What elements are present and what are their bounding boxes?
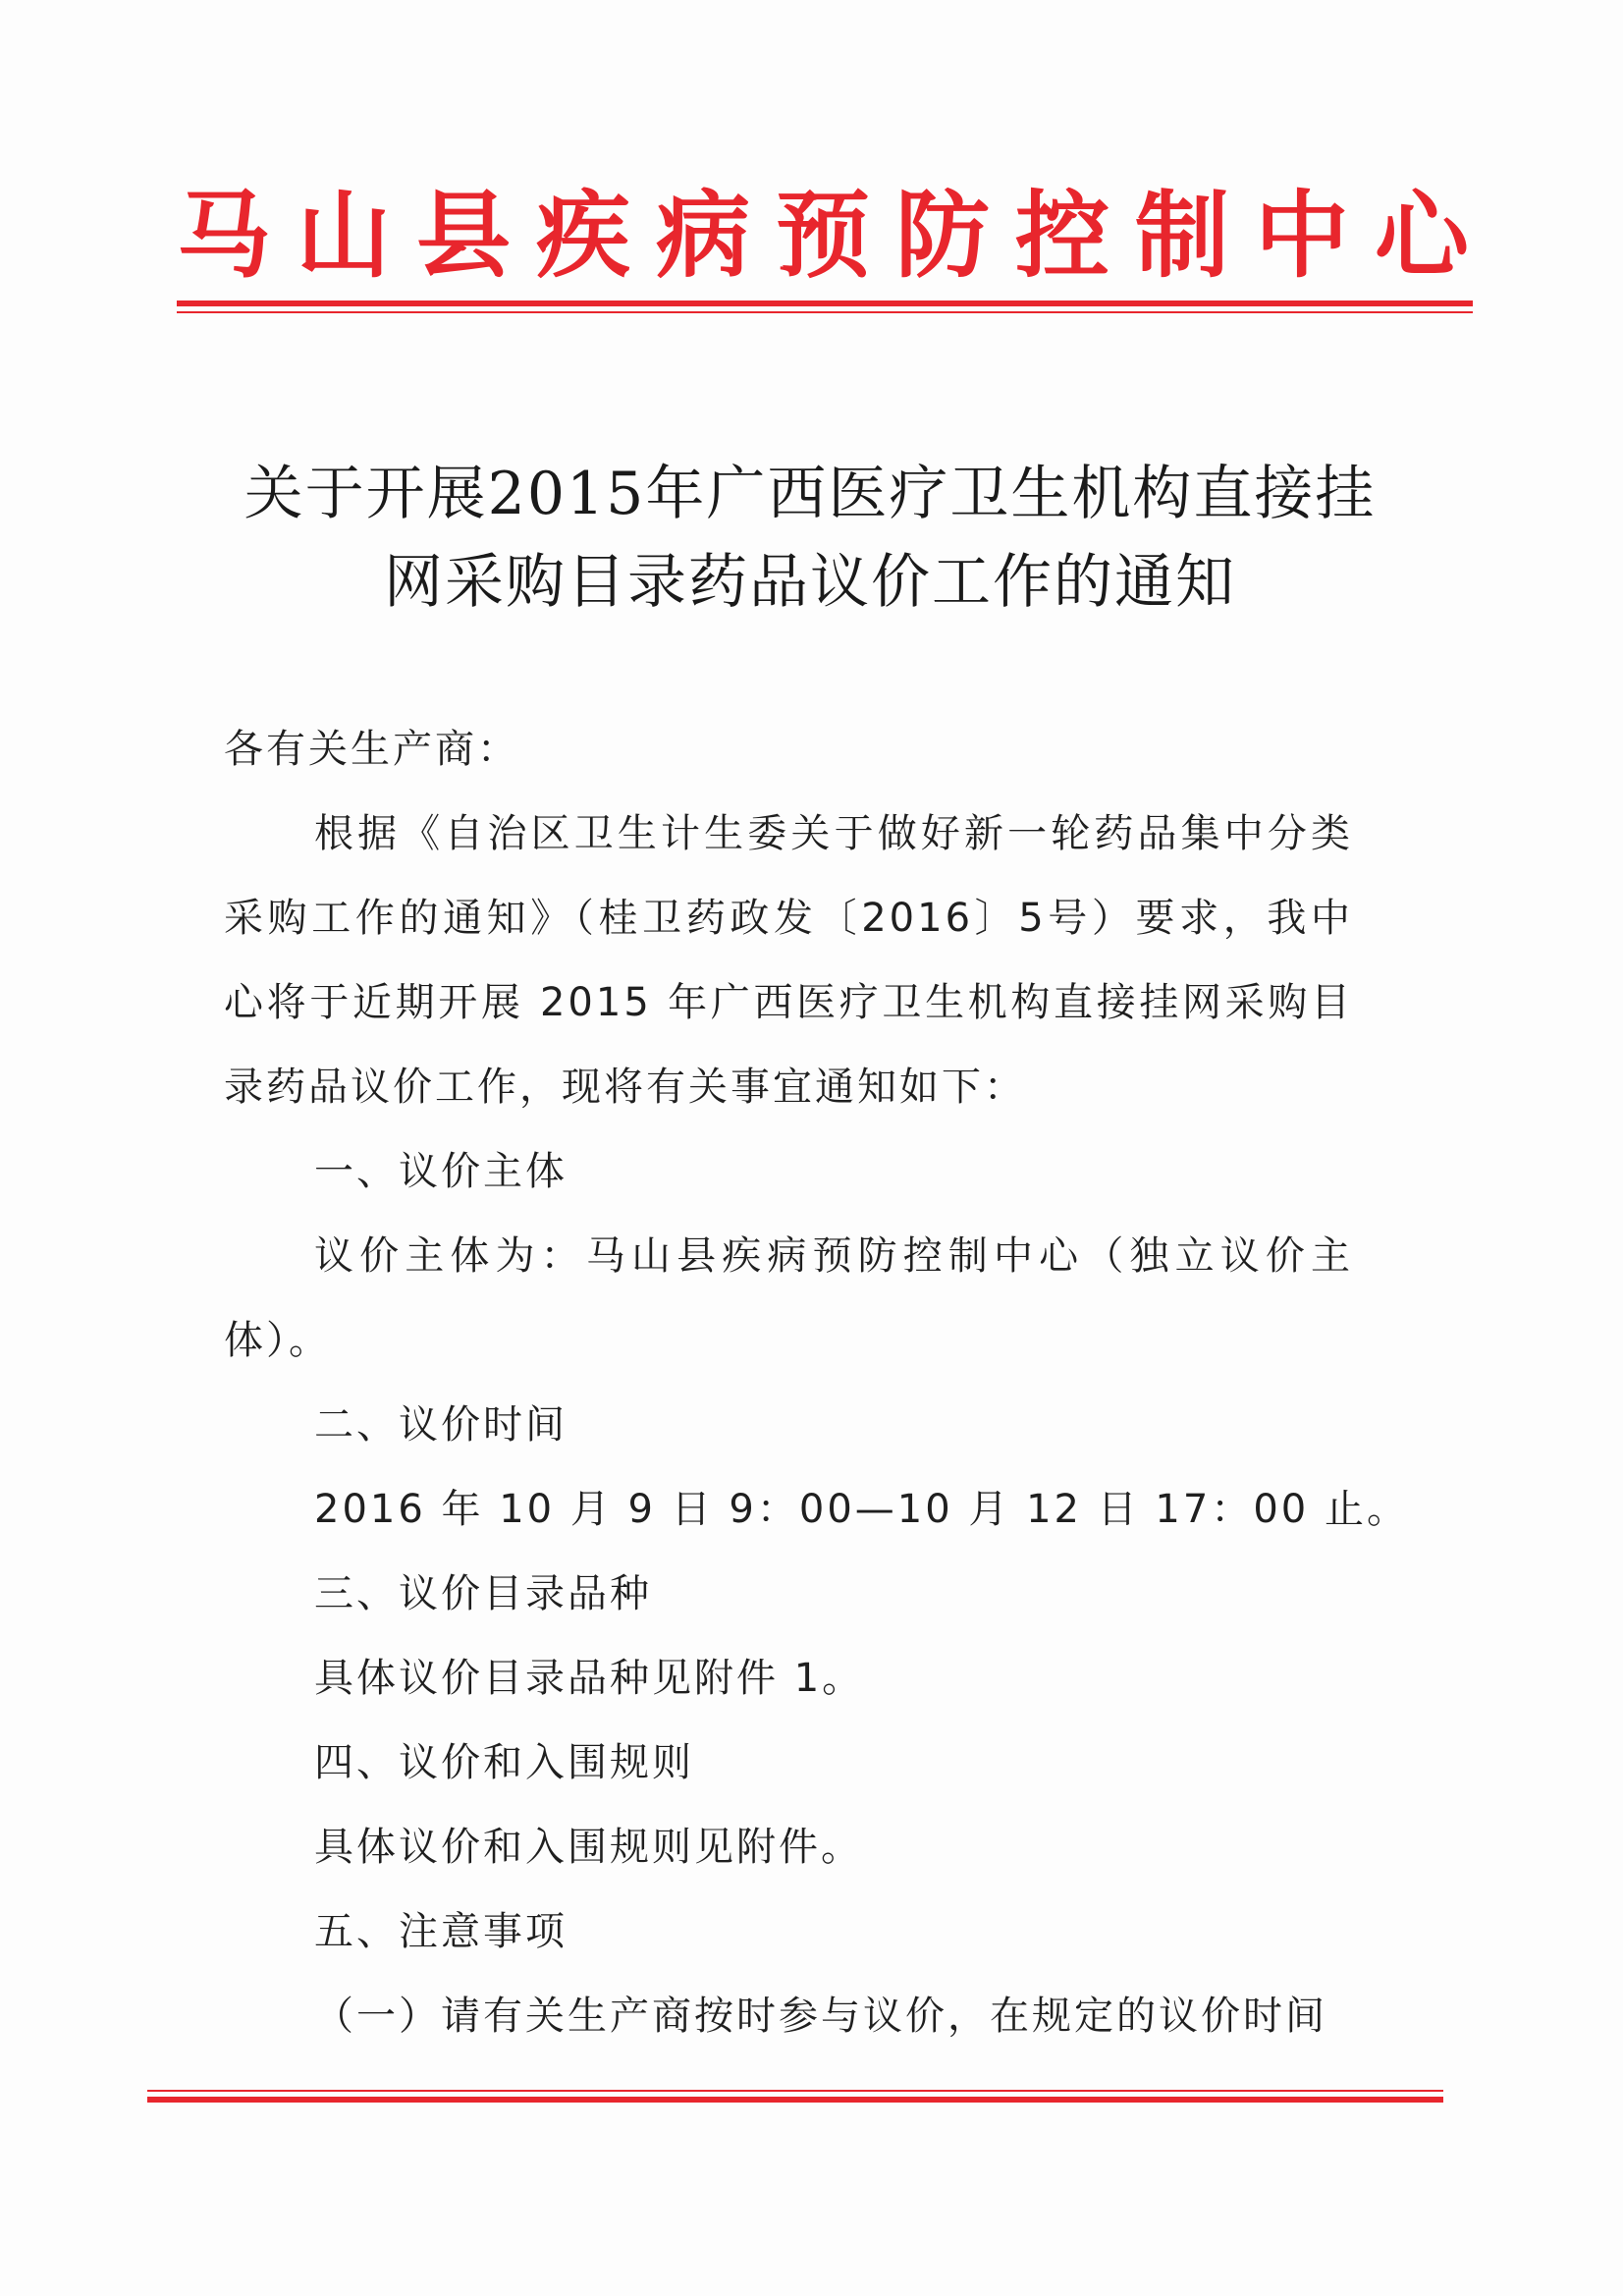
- letterhead-rule-thin: [177, 311, 1473, 313]
- section2-heading: 二、议价时间: [314, 1402, 568, 1448]
- section1-heading: 一、议价主体: [314, 1149, 568, 1194]
- section5-item-1: （一）请有关生产商按时参与议价，在规定的议价时间: [314, 1994, 1327, 2039]
- section4-heading: 四、议价和入围规则: [314, 1740, 694, 1785]
- section2-text: 2016 年 10 月 9 日 9：00—10 月 12 日 17：00 止。: [314, 1487, 1409, 1532]
- section1-text: 议价主体为：马山县疾病预防控制中心（独立议价主体）。: [224, 1233, 1353, 1363]
- section5-heading: 五、注意事项: [314, 1909, 568, 1954]
- title-line-1: 关于开展2015年广西医疗卫生机构直接挂: [243, 460, 1377, 528]
- section4-text: 具体议价和入围规则见附件。: [314, 1825, 863, 1870]
- document-title: [196, 450, 1424, 627]
- title-line-2: 网采购目录药品议价工作的通知: [384, 548, 1236, 617]
- section3-text: 具体议价目录品种见附件 1。: [314, 1656, 865, 1701]
- intro-paragraph: 根据《自治区卫生计生委关于做好新一轮药品集中分类采购工作的通知》（桂卫药政发〔2016〕5号）要求，我中心将于近期开展 2015 年广西医疗卫生机构直接挂网采购目录药品议价工作，现将有关事宜通知如下：: [224, 811, 1353, 1110]
- footer-rule-thick: [147, 2097, 1443, 2103]
- footer-rule-thin: [147, 2090, 1443, 2092]
- letterhead-organization: 马山县疾病预防控制中心: [177, 180, 1494, 291]
- section3-heading: 三、议价目录品种: [314, 1571, 652, 1616]
- salutation: 各有关生产商：: [224, 727, 519, 772]
- document-body: [224, 707, 1409, 2058]
- letterhead-rule-thick: [177, 301, 1473, 306]
